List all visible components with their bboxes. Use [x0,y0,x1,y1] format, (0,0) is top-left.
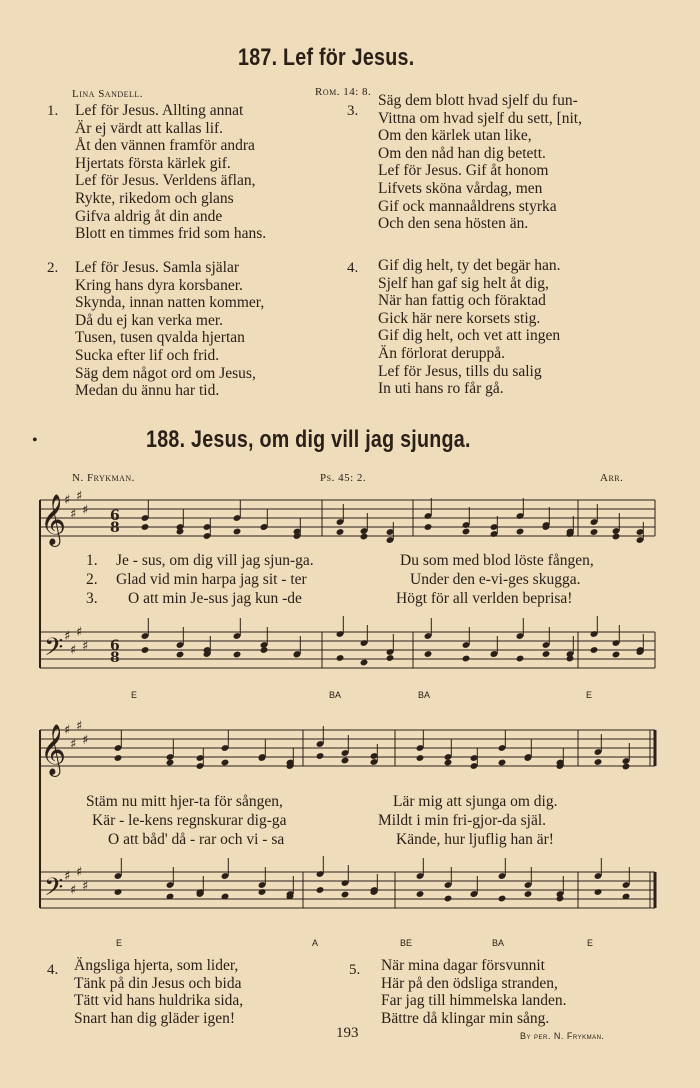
note-head [622,763,631,771]
verse-line: Lifvets sköna vårdag, men [378,179,543,197]
verse-line: När han fattig och föraktad [378,292,546,310]
margin-bullet: • [32,432,38,449]
sharp-sign: ♯ [76,625,83,640]
note-head [516,528,525,536]
note-head [542,650,551,658]
verse-line: Om den kärlek utan like, [378,127,532,145]
verse-line: Då du ej kan verka mer. [75,311,224,329]
treble-clef-icon: 𝄞 [40,494,67,545]
composer: N. Frykman. [72,472,135,484]
sharp-sign: ♯ [82,879,89,894]
verse-number: 4. [47,962,59,978]
note-head [524,890,533,898]
bass-clef-icon: 𝄢 [44,633,64,668]
note-head [590,528,599,536]
note-head [594,888,603,896]
note-head [612,533,621,541]
verse-line: Gif ock mannaåldrens styrka [378,197,557,215]
lyric-line: Kär - le-kens regnskurar dig-ga Mildt i min fri-gjor-da själ. [92,812,547,829]
lyric-line: 1. Je - sus, om dig vill jag sjun-ga. Du som med blod löste fången, [86,552,594,569]
note-head [590,646,599,654]
sharp-sign: ♯ [82,733,89,748]
arrangement-note: Arr. [600,472,624,484]
verse-line: Sucka efter lif och frid. [75,346,220,364]
hymn-187-author: Lina Sandell. [72,88,144,100]
chord-label: BE [400,938,413,948]
note-head [336,528,345,536]
verse-line: Snart han dig gläder igen! [74,1009,235,1027]
hymn-188-title: 188. Jesus, om dig vill jag sjunga. [146,426,471,453]
note-head [416,754,425,762]
chord-label: E [116,938,123,948]
note-head [444,759,453,767]
verse-line: Gif dig helt, ty det begär han. [378,257,561,274]
note-head [258,888,267,896]
chord-label: E [586,690,593,700]
note-head [516,655,525,663]
note-head [341,891,350,899]
bass-clef-icon: 𝄢 [44,873,64,908]
sharp-sign: ♯ [70,883,77,898]
verse-line: Gifva aldrig åt din ande [75,207,223,225]
note-head [424,650,433,658]
chord-label: E [587,938,594,948]
verse-line: Är ej värdt att kallas lif. [75,119,224,137]
verse-line: Skynda, innan natten kommer, [75,294,265,312]
verse-line: Lef för Jesus. Allting annat [75,102,244,119]
verse-line: Tänk på din Jesus och bida [74,974,242,992]
note-head [141,523,150,531]
note-head [114,754,123,762]
hymn-187-title: 187. Lef för Jesus. [238,44,415,71]
time-signature: 6 [110,638,120,654]
time-signature: 8 [110,520,120,536]
verse-188-5 [381,957,567,1027]
sharp-sign: ♯ [64,723,71,738]
note-head [444,895,453,903]
note-head [141,646,150,654]
verse-number: 3. [347,103,359,119]
verse-line: Om den nåd han dig betett. [378,144,546,162]
verse-line: Blott en timmes frid som hans. [75,225,267,243]
sharp-sign: ♯ [76,719,83,734]
verse-number: 2. [47,260,59,276]
verse-line: Sjelf han gaf sig helt åt dig, [378,274,549,292]
verse-line: Lef för Jesus. Verldens äflan, [75,172,256,190]
page-number: 193 [336,1025,359,1041]
sharp-sign: ♯ [76,865,83,880]
sharp-sign: ♯ [70,507,77,522]
verse-line: Vittna om hvad sjelf du sett, [nit, [378,109,582,127]
lyric-line: Stäm nu mitt hjer-ta för sången, Lär mig att sjunga om dig. [86,793,558,810]
chord-label: E [131,690,138,700]
verse-line: Medan du ännu har tid. [75,382,220,400]
verse-line: Lef för Jesus, tills du salig [378,362,542,380]
verse-number: 5. [349,962,361,978]
verse-line: Kring hans dyra korsbaner. [75,276,243,294]
note-head [424,523,433,531]
note-head [260,646,269,654]
note-head [462,655,471,663]
verse-line: Ängsliga hjerta, som lider, [74,957,239,974]
verse-line: Säg dem blott hvad sjelf du fun- [378,92,578,109]
note-head [416,890,425,898]
note-head [360,533,369,541]
note-head [498,895,507,903]
note-head [336,654,345,662]
verse-line: Åt den vännen framför andra [75,137,255,155]
verse-number: 4. [347,260,359,276]
note-head [233,528,242,536]
note-head [498,759,507,767]
verse-line: Hjertats första kärlek gif. [75,154,231,172]
verse-line: Än förlorat deruppå. [378,344,505,362]
chord-label: A [312,938,319,948]
verse-line: Och den sena hösten än. [378,215,529,233]
time-signature: 8 [110,650,120,666]
verse-line: Rykte, rikedom och glans [75,189,234,207]
verse-line: Tusen, tusen qvalda hjertan [75,329,245,347]
chord-label: BA [329,690,342,700]
sharp-sign: ♯ [76,489,83,504]
sharp-sign: ♯ [82,639,89,654]
note-head [166,759,175,767]
verse-line: Gif dig helt, och vet att ingen [378,327,561,345]
verse-line: Far jag till himmelska landen. [381,992,567,1010]
note-head [221,759,230,767]
lyric-line: O att båd' då - rar och vi - sa Kände, hur ljuflig han är! [108,831,554,848]
sharp-sign: ♯ [64,629,71,644]
chord-label: BA [492,938,505,948]
note-head [612,651,621,659]
note-head [176,651,185,659]
note-head [594,758,603,766]
note-head [316,752,325,760]
note-head [462,528,471,536]
verse-line: Här på den ödsliga stranden, [381,974,558,992]
lyrics-system-1 [86,551,594,608]
hymn-188-reference: Ps. 45: 2. [320,472,367,484]
lyric-line: 2. Glad vid min harpa jag sit - ter Under den e-vi-ges skugga. [86,571,581,588]
sharp-sign: ♯ [70,643,77,658]
verse-line: När mina dagar försvunnit [381,957,545,974]
chord-label: BA [418,690,431,700]
treble-clef-icon: 𝄞 [40,724,67,775]
verse-188-4 [74,957,243,1027]
lyrics-system-2 [86,792,557,849]
note-head [341,757,350,765]
note-head [233,651,242,659]
verse-line: Bättre då klingar min sång. [381,1009,550,1027]
verse-line: Tätt vid hans huldrika sida, [74,992,244,1010]
note-head [386,654,395,662]
time-signature: 6 [110,508,120,524]
sharp-sign: ♯ [64,493,71,508]
sharp-sign: ♯ [70,737,77,752]
hymn-187-reference: Rom. 14: 8. [315,86,372,98]
verse-number: 1. [47,103,59,119]
arrangement-credit: By per. N. Frykman. [520,1031,605,1041]
sharp-sign: ♯ [64,869,71,884]
note-head [114,888,123,896]
lyric-line: 3. O att min Je-sus jag kun -de Högt för all verlden beprisa! [86,590,573,607]
note-head [316,886,325,894]
verse-line: Gick här nere korsets stig. [378,309,541,327]
verse-line: Säg dem något ord om Jesus, [75,364,256,382]
verse-line: Lef för Jesus. Gif åt honom [378,162,549,180]
verse-line: Lef för Jesus. Samla själar [75,259,239,276]
sharp-sign: ♯ [82,503,89,518]
note-head [360,659,369,667]
verse-line: In uti hans ro får gå. [378,380,504,398]
